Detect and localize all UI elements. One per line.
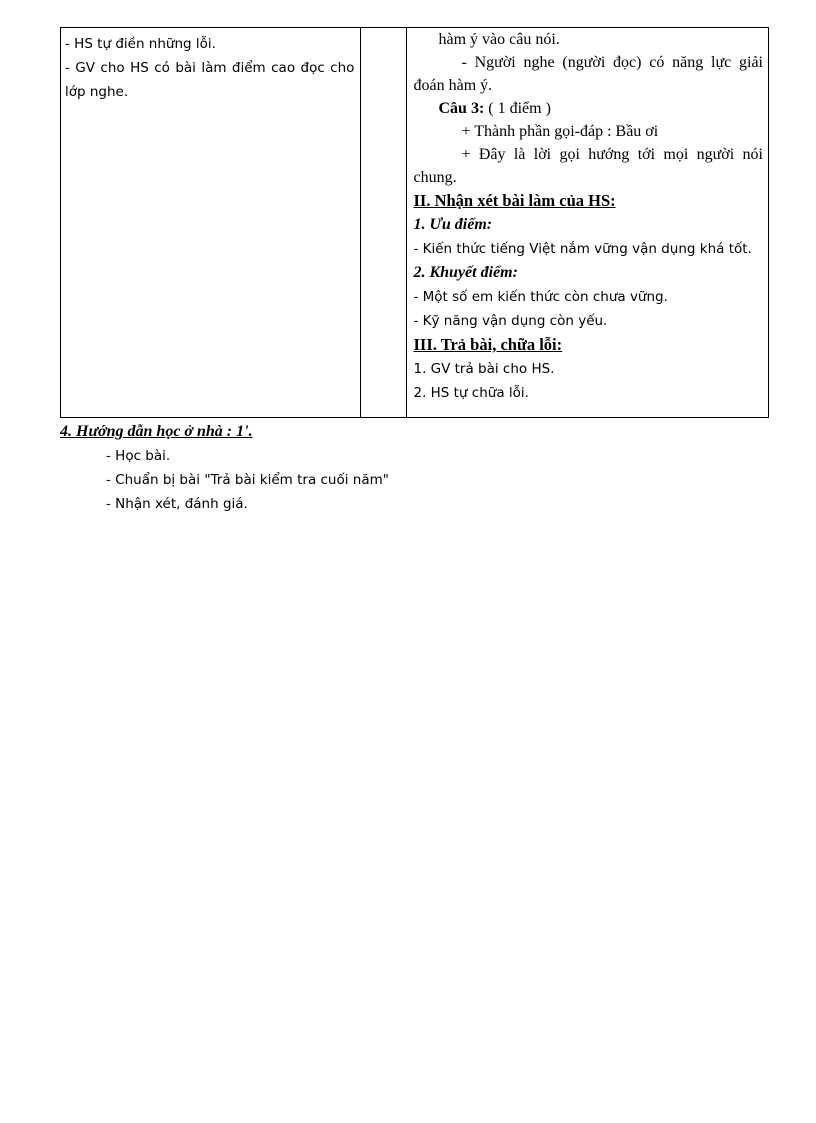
table-row — [61, 28, 769, 418]
khuyet-diem-2: - Kỹ năng vận dụng còn yếu. — [413, 313, 608, 329]
homework-title: 4. Hướng dẫn học ở nhà : 1'. — [60, 423, 253, 440]
left-line-1: - HS tự điền những lỗi. — [65, 36, 216, 52]
cau3-line — [413, 97, 763, 120]
teacher-activity-cell — [61, 28, 361, 418]
content-cell — [407, 28, 769, 418]
khuyet-diem-1: - Một số em kiến thức còn chưa vững. — [413, 289, 668, 305]
section-2-heading: II. Nhận xét bài làm của HS: — [413, 191, 616, 210]
right-line-1: hàm ý vào câu nói. — [438, 31, 560, 48]
right-line-5: + Đây là lời gọi hướng tới mọi người nói chung. — [413, 146, 763, 186]
time-cell — [361, 28, 407, 418]
homework-item: - Nhận xét, đánh giá. — [106, 496, 248, 512]
lesson-table — [60, 27, 769, 418]
right-line-2: - Người nghe (người đọc) có năng lực giải đoán hàm ý. — [413, 54, 763, 94]
right-line-4: + Thành phần gọi-đáp : Bầu ơi — [461, 123, 659, 140]
cau3-points: ( 1 điểm ) — [484, 100, 551, 117]
tra-bai-1: 1. GV trả bài cho HS. — [413, 361, 555, 377]
uu-diem-text: - Kiến thức tiếng Việt nắm vững vận dụng khá tốt. — [413, 241, 752, 257]
homework-section — [60, 420, 769, 516]
uu-diem-heading: 1. Ưu điểm: — [413, 216, 493, 233]
homework-item: - Chuẩn bị bài "Trả bài kiểm tra cuối năm" — [106, 472, 389, 488]
section-3-heading: III. Trả bài, chữa lỗi: — [413, 335, 563, 354]
cau3-label: Câu 3: — [438, 100, 485, 117]
homework-item: - Học bài. — [106, 448, 171, 464]
left-line-2: - GV cho HS có bài làm điểm cao đọc cho lớp nghe. — [65, 60, 355, 100]
tra-bai-2: 2. HS tự chữa lỗi. — [413, 385, 529, 401]
khuyet-diem-heading: 2. Khuyết điểm: — [413, 264, 518, 281]
